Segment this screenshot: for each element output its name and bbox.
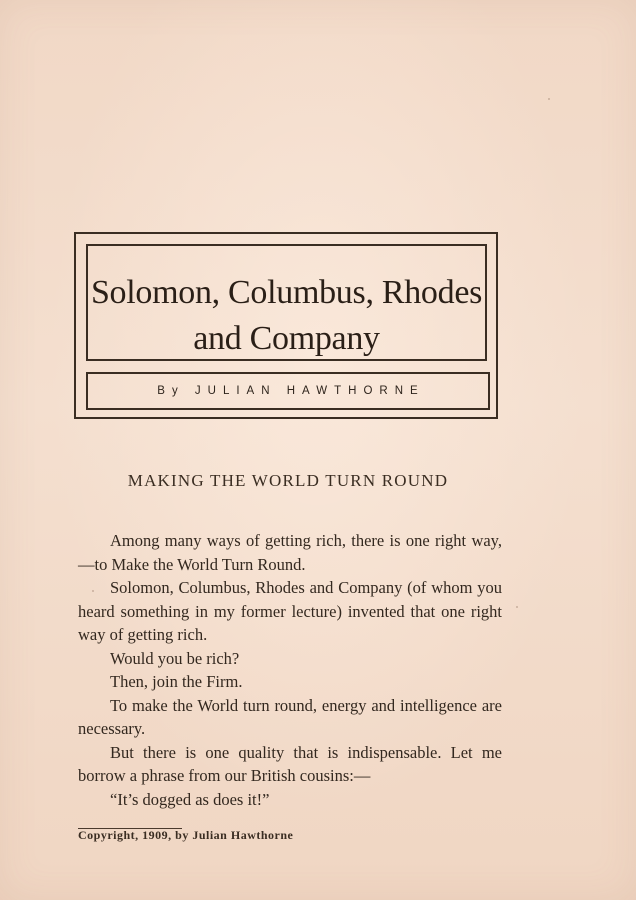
paper-speck <box>548 98 550 100</box>
byline-box <box>86 372 490 410</box>
paragraph: To make the World turn round, energy and intelligence are necessary. <box>78 695 502 738</box>
title-box <box>86 244 487 361</box>
title-line-2: and Company <box>193 320 380 357</box>
title-line-1: Solomon, Columbus, Rhodes <box>90 274 483 311</box>
paragraph: But there is one quality that is indispensable. Let me borrow a phrase from our British cousins:— <box>78 742 502 785</box>
paragraph: “It’s dogged as does it!” <box>110 789 270 809</box>
copyright-notice: Copyright, 1909, by Julian Hawthorne <box>78 828 294 842</box>
body-text <box>78 529 502 811</box>
paragraph: Solomon, Columbus, Rhodes and Company (of whom you heard something in my former lecture) invented that one right way of getting rich. <box>78 578 502 644</box>
section-heading: MAKING THE WORLD TURN ROUND <box>127 471 449 490</box>
paragraph: Then, join the Firm. <box>110 672 243 691</box>
paragraph: Among many ways of getting rich, there is one right way,—to Make the World Turn Round. <box>78 531 502 574</box>
title-frame <box>74 232 498 419</box>
byline: By JULIAN HAWTHORNE <box>157 385 425 397</box>
paragraph: Would you be rich? <box>110 648 240 668</box>
paper-speck <box>516 606 518 608</box>
